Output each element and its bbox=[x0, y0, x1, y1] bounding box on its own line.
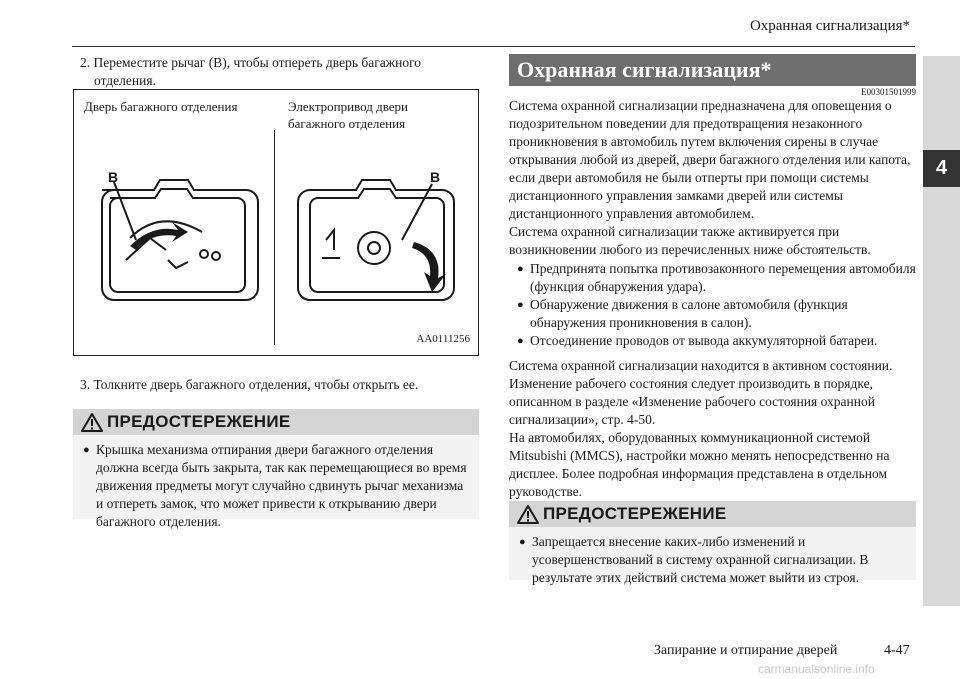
figure-label-power-door: Электропривод двери багажного отделения bbox=[288, 99, 409, 131]
watermark: carmanualsonline.info bbox=[758, 662, 875, 676]
caution-box-modification bbox=[509, 501, 916, 585]
section-code: E00301501999 bbox=[861, 87, 916, 97]
running-header-title: Охранная сигнализация* bbox=[749, 18, 910, 34]
caution-body bbox=[73, 435, 479, 537]
step-2-text: 2. Переместите рычаг (B), чтобы отпереть дверь багажного отделения. bbox=[80, 55, 422, 88]
caution-body bbox=[509, 527, 916, 593]
marker-b-right: B bbox=[430, 169, 441, 185]
chapter-side-tab bbox=[923, 56, 960, 606]
header-rule bbox=[72, 46, 915, 47]
page-number: 4-47 bbox=[884, 643, 910, 658]
caution-title: ПРЕДОСТЕРЕЖЕНИЕ bbox=[543, 504, 727, 523]
list-item: ● Обнаружение движения в салоне автомобиля (функция обнаружения проникновения в салон). bbox=[517, 297, 848, 330]
figure-label-manual-door: Дверь багажного отделения bbox=[84, 99, 238, 114]
bullet-icon: ● bbox=[519, 536, 526, 548]
section-title: Охранная сигнализация* bbox=[509, 54, 916, 86]
manual-cover-drawing bbox=[102, 180, 258, 300]
caution-header bbox=[73, 409, 479, 435]
warning-triangle-icon bbox=[517, 504, 539, 524]
intro-paragraph: Система охранной сигнализации предназначена для оповещения о подозрительном поведении для предотвращения незаконного проникновения в автомобиль путем включения сирены в случае открывания любой из дверей, двери багажного отделения или капота, если двери автомобиля не были отперты при помощи системы дистанционного управления замками дверей или системы дистанционного управления автомобилем. Система охранной сигнализации также активируется при возникновении любого из перечисленных ниже обстоятельств. bbox=[509, 98, 911, 257]
right-arrow-icon bbox=[412, 242, 446, 292]
bullet-icon: ● bbox=[517, 299, 524, 311]
lever-illustration bbox=[74, 90, 480, 357]
caution-item: ● Запрещается внесение каких-либо изменений и усовершенствований в систему охранной сигнализации. В результате этих действий система может выйти из строя. bbox=[519, 534, 869, 585]
caution-item: ● Крышка механизма отпирания двери багажного отделения должна всегда быть закрыта, так как перемещающиеся во время движения предметы могут случайно сдвинуть рычаг механизма и отпереть замок, что может привести к открыванию двери багажного отделения. bbox=[83, 442, 467, 529]
caution-box-tailgate bbox=[73, 409, 479, 529]
trigger-list bbox=[517, 260, 917, 350]
chapter-number-badge: 4 bbox=[923, 150, 960, 187]
bullet-icon: ● bbox=[83, 444, 90, 456]
figure-code: AA0111256 bbox=[416, 333, 470, 345]
status-paragraph: Система охранной сигнализации находится в активном состоянии. Изменение рабочего состояния следует производить в порядке, описанном в разделе «Изменение рабочего состояния охранной сигнализации», стр. 4-50. На автомобилях, оборудованных коммуникационной системой Mitsubishi (MMCS), настройки можно менять непосредственно на дисплее. Более подробная информация представлена в отдельном руководстве. bbox=[509, 358, 893, 499]
tailgate-lever-figure bbox=[73, 89, 479, 356]
step-3-text: 3. Толкните дверь багажного отделения, чтобы открыть ее. bbox=[80, 377, 419, 392]
warning-triangle-icon bbox=[81, 412, 103, 432]
bullet-icon: ● bbox=[517, 335, 524, 347]
list-item: ● Предпринята попытка противозаконного перемещения автомобиля (функция обнаружения удара). bbox=[517, 261, 916, 294]
marker-b-left: B bbox=[108, 169, 119, 185]
bullet-icon: ● bbox=[517, 263, 524, 275]
caution-header bbox=[509, 501, 916, 527]
caution-title: ПРЕДОСТЕРЕЖЕНИЕ bbox=[107, 412, 291, 431]
footer-chapter-title: Запирание и отпирание дверей bbox=[654, 643, 838, 658]
list-item: ● Отсоединение проводов от вывода аккумуляторной батареи. bbox=[517, 333, 878, 348]
